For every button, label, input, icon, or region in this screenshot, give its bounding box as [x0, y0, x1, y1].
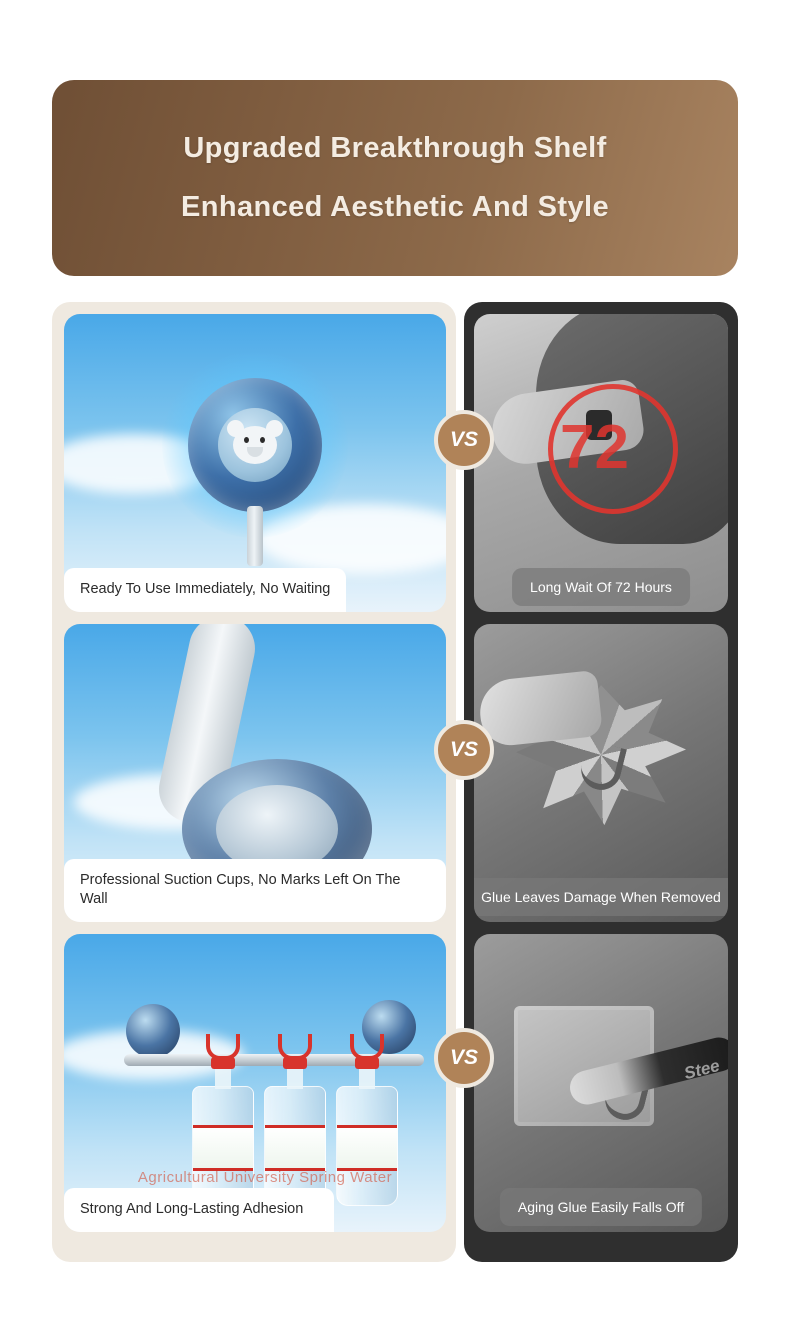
banner-headline-1: Upgraded Breakthrough Shelf	[183, 132, 607, 164]
good-row-1	[64, 314, 446, 612]
bottle-cap	[355, 1057, 379, 1069]
bottle-label	[193, 1125, 253, 1171]
bad-caption-2: Glue Leaves Damage When Removed	[474, 878, 728, 916]
suction-cup-left	[126, 1004, 180, 1058]
bottle-neck	[215, 1067, 231, 1089]
good-caption-1: Ready To Use Immediately, No Waiting	[64, 568, 346, 612]
bottle-cap	[211, 1057, 235, 1069]
bottle-neck	[359, 1067, 375, 1089]
good-row-3	[64, 934, 446, 1232]
header-banner	[52, 80, 738, 276]
vs-badge-2: VS	[434, 720, 494, 780]
tool-brand-text: Stee	[682, 1055, 722, 1084]
bad-column	[464, 302, 738, 1262]
bad-row-1	[474, 314, 728, 612]
timer-hours-value: 72	[560, 413, 629, 482]
bad-caption-3: Aging Glue Easily Falls Off	[500, 1188, 702, 1226]
bottle-label	[265, 1125, 325, 1171]
bear-head	[233, 426, 277, 464]
cup-outer-ring	[188, 378, 322, 512]
bottle-label	[337, 1125, 397, 1171]
banner-headline-2: Enhanced Aesthetic And Style	[180, 191, 610, 223]
bear-eye-right	[260, 437, 265, 443]
bottle-cap	[283, 1057, 307, 1069]
good-column	[52, 302, 456, 1262]
bear-eye-left	[244, 437, 249, 443]
bottle-neck	[287, 1067, 303, 1089]
good-caption-2: Professional Suction Cups, No Marks Left On The Wall	[64, 859, 446, 922]
vs-badge-1: VS	[434, 410, 494, 470]
water-bottle	[336, 1086, 398, 1206]
bad-caption-1: Long Wait Of 72 Hours	[512, 568, 690, 606]
bottle-watermark-text: Agricultural University Spring Water	[137, 1169, 393, 1186]
cup-stem	[247, 506, 263, 566]
bad-row-2	[474, 624, 728, 922]
cup-inner-face	[218, 408, 292, 482]
good-caption-3: Strong And Long-Lasting Adhesion	[64, 1188, 334, 1232]
vs-badge-3: VS	[434, 1028, 494, 1088]
suction-cup-device	[180, 370, 330, 520]
bad-row-3	[474, 934, 728, 1232]
good-row-2	[64, 624, 446, 922]
bear-icon	[227, 420, 283, 470]
comparison-section	[52, 302, 738, 1262]
